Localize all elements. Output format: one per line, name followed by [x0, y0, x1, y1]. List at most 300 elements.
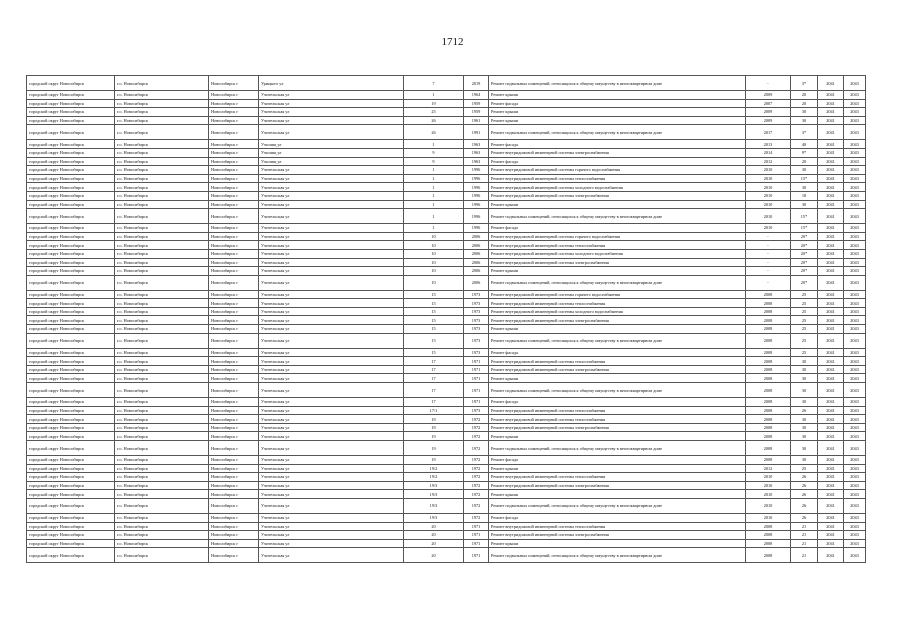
house-number-cell: 15: [404, 348, 464, 357]
work-type-cell: Ремонт внутридомовой инженерной системы электроснабжения: [489, 191, 746, 200]
house-number-cell: 26: [404, 116, 464, 125]
build-year-cell: 1959: [464, 108, 489, 117]
last-repair-year-cell: 2010: [746, 166, 791, 175]
district-cell: городской округ Новосибирск: [27, 374, 115, 383]
street-cell: Учительская ул: [259, 209, 404, 224]
table-row: [27, 423, 866, 432]
district-cell: городской округ Новосибирск: [27, 481, 115, 490]
municipality-cell: г.о. Новосибирск: [115, 365, 209, 374]
table-row: [27, 374, 866, 383]
locality-cell: Новосибирск г: [209, 157, 259, 166]
municipality-cell: г.о. Новосибирск: [115, 406, 209, 415]
table-row: [27, 365, 866, 374]
wear-cell: 26: [791, 490, 818, 499]
table-row: [27, 531, 866, 540]
last-repair-year-cell: 2008: [746, 348, 791, 357]
period-to-cell: 2043: [844, 91, 866, 100]
wear-cell: 30: [791, 357, 818, 366]
street-cell: Учительская ул: [259, 464, 404, 473]
district-cell: городской округ Новосибирск: [27, 267, 115, 276]
locality-cell: Новосибирск г: [209, 325, 259, 334]
house-number-cell: 19/3: [404, 490, 464, 499]
period-to-cell: 2043: [844, 456, 866, 465]
wear-cell: 26: [791, 406, 818, 415]
municipality-cell: г.о. Новосибирск: [115, 374, 209, 383]
work-type-cell: Ремонт крыши: [489, 539, 746, 548]
work-type-cell: Ремонт подвальных помещений, относящихся к общему имуществу в многоквартирном доме: [489, 333, 746, 348]
wear-cell: 40: [791, 140, 818, 149]
last-repair-year-cell: 2017: [746, 125, 791, 140]
street-cell: Учительская ул: [259, 490, 404, 499]
table-row: [27, 148, 866, 157]
last-repair-year-cell: 2008: [746, 406, 791, 415]
work-type-cell: Ремонт внутридомовой инженерной системы горячего водоснабжения: [489, 290, 746, 299]
locality-cell: Новосибирск г: [209, 365, 259, 374]
locality-cell: Новосибирск г: [209, 191, 259, 200]
last-repair-year-cell: -: [746, 249, 791, 258]
wear-cell: 26: [791, 513, 818, 522]
work-type-cell: Ремонт внутридомовой инженерной системы теплоснабжения: [489, 241, 746, 250]
period-to-cell: 2043: [844, 423, 866, 432]
house-number-cell: 1: [404, 183, 464, 192]
house-number-cell: 19/3: [404, 481, 464, 490]
municipality-cell: г.о. Новосибирск: [115, 464, 209, 473]
wear-cell: 20: [791, 157, 818, 166]
period-to-cell: 2043: [844, 200, 866, 209]
period-to-cell: 2043: [844, 183, 866, 192]
municipality-cell: г.о. Новосибирск: [115, 441, 209, 456]
municipality-cell: г.о. Новосибирск: [115, 125, 209, 140]
period-to-cell: 2043: [844, 357, 866, 366]
locality-cell: Новосибирск г: [209, 498, 259, 513]
build-year-cell: 1971: [464, 383, 489, 398]
house-number-cell: 17/1: [404, 406, 464, 415]
last-repair-year-cell: 2008: [746, 299, 791, 308]
build-year-cell: 1963: [464, 140, 489, 149]
municipality-cell: г.о. Новосибирск: [115, 548, 209, 563]
municipality-cell: г.о. Новосибирск: [115, 267, 209, 276]
street-cell: Учительская ул: [259, 316, 404, 325]
municipality-cell: г.о. Новосибирск: [115, 432, 209, 441]
street-cell: Учительская ул: [259, 299, 404, 308]
period-from-cell: 2041: [818, 140, 844, 149]
table-row: [27, 258, 866, 267]
house-number-cell: 20: [404, 548, 464, 563]
district-cell: городской округ Новосибирск: [27, 365, 115, 374]
street-cell: Учительская ул: [259, 548, 404, 563]
build-year-cell: 1963: [464, 157, 489, 166]
locality-cell: Новосибирск г: [209, 398, 259, 407]
work-type-cell: Ремонт крыши: [489, 325, 746, 334]
work-type-cell: Ремонт подвальных помещений, относящихся к общему имуществу в многоквартирном доме: [489, 76, 746, 91]
municipality-cell: г.о. Новосибирск: [115, 241, 209, 250]
work-type-cell: Ремонт внутридомовой инженерной системы электроснабжения: [489, 423, 746, 432]
period-from-cell: 2041: [818, 166, 844, 175]
period-to-cell: 2043: [844, 76, 866, 91]
period-to-cell: 2043: [844, 398, 866, 407]
build-year-cell: 1996: [464, 183, 489, 192]
build-year-cell: 1973: [464, 406, 489, 415]
last-repair-year-cell: 2008: [746, 548, 791, 563]
house-number-cell: 17: [404, 383, 464, 398]
district-cell: городской округ Новосибирск: [27, 548, 115, 563]
work-type-cell: Ремонт подвальных помещений, относящихся к общему имуществу в многоквартирном доме: [489, 125, 746, 140]
municipality-cell: г.о. Новосибирск: [115, 249, 209, 258]
district-cell: городской округ Новосибирск: [27, 357, 115, 366]
house-number-cell: 10: [404, 241, 464, 250]
period-from-cell: 2041: [818, 200, 844, 209]
period-from-cell: 2041: [818, 415, 844, 424]
last-repair-year-cell: 2008: [746, 290, 791, 299]
district-cell: городской округ Новосибирск: [27, 224, 115, 233]
wear-cell: 20*: [791, 275, 818, 290]
period-from-cell: 2041: [818, 522, 844, 531]
table-row: [27, 290, 866, 299]
period-to-cell: 2043: [844, 241, 866, 250]
build-year-cell: 1996: [464, 191, 489, 200]
street-cell: Учительская ул: [259, 473, 404, 482]
period-from-cell: 2041: [818, 76, 844, 91]
build-year-cell: 1973: [464, 325, 489, 334]
period-to-cell: 2043: [844, 299, 866, 308]
district-cell: городской округ Новосибирск: [27, 307, 115, 316]
period-to-cell: 2043: [844, 473, 866, 482]
period-from-cell: 2041: [818, 548, 844, 563]
house-number-cell: 10: [404, 267, 464, 276]
district-cell: городской округ Новосибирск: [27, 539, 115, 548]
table-row: [27, 249, 866, 258]
period-to-cell: 2043: [844, 267, 866, 276]
street-cell: Урицкого ул: [259, 76, 404, 91]
locality-cell: Новосибирск г: [209, 374, 259, 383]
period-from-cell: 2041: [818, 357, 844, 366]
municipality-cell: г.о. Новосибирск: [115, 498, 209, 513]
last-repair-year-cell: 2008: [746, 441, 791, 456]
district-cell: городской округ Новосибирск: [27, 325, 115, 334]
wear-cell: 20*: [791, 267, 818, 276]
table-row: [27, 307, 866, 316]
last-repair-year-cell: -: [746, 232, 791, 241]
build-year-cell: 2019: [464, 76, 489, 91]
work-type-cell: Ремонт фасада: [489, 224, 746, 233]
work-type-cell: Ремонт подвальных помещений, относящихся к общему имуществу в многоквартирном доме: [489, 209, 746, 224]
period-from-cell: 2041: [818, 456, 844, 465]
street-cell: Учительская ул: [259, 290, 404, 299]
table-row: [27, 116, 866, 125]
municipality-cell: г.о. Новосибирск: [115, 513, 209, 522]
district-cell: городской округ Новосибирск: [27, 108, 115, 117]
municipality-cell: г.о. Новосибирск: [115, 456, 209, 465]
locality-cell: Новосибирск г: [209, 357, 259, 366]
municipality-cell: г.о. Новосибирск: [115, 348, 209, 357]
work-type-cell: Ремонт внутридомовой инженерной системы электроснабжения: [489, 148, 746, 157]
street-cell: Учительская ул: [259, 224, 404, 233]
locality-cell: Новосибирск г: [209, 249, 259, 258]
work-type-cell: Ремонт подвальных помещений, относящихся к общему имуществу в многоквартирном доме: [489, 275, 746, 290]
period-to-cell: 2043: [844, 441, 866, 456]
district-cell: городской округ Новосибирск: [27, 290, 115, 299]
wear-cell: 21: [791, 531, 818, 540]
table-body: [27, 76, 866, 563]
municipality-cell: г.о. Новосибирск: [115, 99, 209, 108]
last-repair-year-cell: 2008: [746, 383, 791, 398]
wear-cell: 9*: [791, 148, 818, 157]
build-year-cell: 2006: [464, 249, 489, 258]
work-type-cell: Ремонт подвальных помещений, относящихся к общему имуществу в многоквартирном доме: [489, 548, 746, 563]
build-year-cell: 1971: [464, 522, 489, 531]
table-row: [27, 91, 866, 100]
work-type-cell: Ремонт фасада: [489, 157, 746, 166]
build-year-cell: 1959: [464, 99, 489, 108]
wear-cell: 30: [791, 374, 818, 383]
wear-cell: 25: [791, 348, 818, 357]
house-number-cell: 26: [404, 125, 464, 140]
period-to-cell: 2043: [844, 174, 866, 183]
table-row: [27, 522, 866, 531]
locality-cell: Новосибирск г: [209, 166, 259, 175]
municipality-cell: г.о. Новосибирск: [115, 166, 209, 175]
wear-cell: 20*: [791, 241, 818, 250]
wear-cell: 25: [791, 316, 818, 325]
locality-cell: Новосибирск г: [209, 307, 259, 316]
period-from-cell: 2041: [818, 157, 844, 166]
page-number: 1712: [441, 36, 464, 48]
street-cell: Учительская ул: [259, 174, 404, 183]
house-number-cell: 19/2: [404, 473, 464, 482]
last-repair-year-cell: 2009: [746, 116, 791, 125]
period-from-cell: 2041: [818, 108, 844, 117]
last-repair-year-cell: -: [746, 258, 791, 267]
wear-cell: 15*: [791, 209, 818, 224]
build-year-cell: 1972: [464, 481, 489, 490]
wear-cell: 25: [791, 325, 818, 334]
municipality-cell: г.о. Новосибирск: [115, 307, 209, 316]
street-cell: Учительская ул: [259, 415, 404, 424]
wear-cell: 21: [791, 548, 818, 563]
table-row: [27, 241, 866, 250]
work-type-cell: Ремонт внутридомовой инженерной системы теплоснабжения: [489, 406, 746, 415]
wear-cell: 30: [791, 456, 818, 465]
build-year-cell: 1971: [464, 357, 489, 366]
table-row: [27, 464, 866, 473]
locality-cell: Новосибирск г: [209, 209, 259, 224]
table-row: [27, 76, 866, 91]
build-year-cell: 1972: [464, 513, 489, 522]
build-year-cell: 1971: [464, 548, 489, 563]
street-cell: Учительская ул: [259, 383, 404, 398]
build-year-cell: 1972: [464, 490, 489, 499]
locality-cell: Новосибирск г: [209, 99, 259, 108]
period-from-cell: 2041: [818, 91, 844, 100]
house-number-cell: 15: [404, 307, 464, 316]
table-row: [27, 299, 866, 308]
house-number-cell: 1: [404, 166, 464, 175]
district-cell: городской округ Новосибирск: [27, 76, 115, 91]
work-type-cell: Ремонт фасада: [489, 456, 746, 465]
period-to-cell: 2043: [844, 125, 866, 140]
street-cell: Учительская ул: [259, 365, 404, 374]
period-to-cell: 2043: [844, 548, 866, 563]
locality-cell: Новосибирск г: [209, 241, 259, 250]
district-cell: городской округ Новосибирск: [27, 441, 115, 456]
house-number-cell: 1: [404, 209, 464, 224]
build-year-cell: 1973: [464, 348, 489, 357]
last-repair-year-cell: 2008: [746, 307, 791, 316]
locality-cell: Новосибирск г: [209, 423, 259, 432]
build-year-cell: 1991: [464, 125, 489, 140]
wear-cell: 20: [791, 91, 818, 100]
house-number-cell: 19: [404, 99, 464, 108]
house-number-cell: 19: [404, 456, 464, 465]
period-to-cell: 2043: [844, 290, 866, 299]
work-type-cell: Ремонт внутридомовой инженерной системы холодного водоснабжения: [489, 183, 746, 192]
street-cell: Учительская ул: [259, 374, 404, 383]
wear-cell: 20*: [791, 249, 818, 258]
district-cell: городской округ Новосибирск: [27, 464, 115, 473]
locality-cell: Новосибирск г: [209, 200, 259, 209]
wear-cell: 26: [791, 473, 818, 482]
work-type-cell: Ремонт крыши: [489, 464, 746, 473]
district-cell: городской округ Новосибирск: [27, 275, 115, 290]
period-from-cell: 2041: [818, 241, 844, 250]
district-cell: городской округ Новосибирск: [27, 241, 115, 250]
house-number-cell: 19: [404, 415, 464, 424]
municipality-cell: г.о. Новосибирск: [115, 490, 209, 499]
district-cell: городской округ Новосибирск: [27, 157, 115, 166]
house-number-cell: 17: [404, 374, 464, 383]
wear-cell: 26: [791, 481, 818, 490]
table-row: [27, 275, 866, 290]
street-cell: Учительская ул: [259, 116, 404, 125]
district-cell: городской округ Новосибирск: [27, 456, 115, 465]
table-row: [27, 183, 866, 192]
wear-cell: 30: [791, 383, 818, 398]
table-row: [27, 357, 866, 366]
period-from-cell: 2041: [818, 290, 844, 299]
build-year-cell: 1972: [464, 432, 489, 441]
municipality-cell: г.о. Новосибирск: [115, 333, 209, 348]
district-cell: городской округ Новосибирск: [27, 116, 115, 125]
period-from-cell: 2041: [818, 365, 844, 374]
municipality-cell: г.о. Новосибирск: [115, 415, 209, 424]
build-year-cell: 1972: [464, 415, 489, 424]
build-year-cell: 1972: [464, 498, 489, 513]
table-row: [27, 99, 866, 108]
locality-cell: Новосибирск г: [209, 481, 259, 490]
district-cell: городской округ Новосибирск: [27, 174, 115, 183]
build-year-cell: 2006: [464, 275, 489, 290]
table-row: [27, 140, 866, 149]
municipality-cell: г.о. Новосибирск: [115, 224, 209, 233]
period-to-cell: 2043: [844, 531, 866, 540]
wear-cell: 30: [791, 200, 818, 209]
table-row: [27, 432, 866, 441]
district-cell: городской округ Новосибирск: [27, 333, 115, 348]
municipality-cell: г.о. Новосибирск: [115, 357, 209, 366]
municipality-cell: г.о. Новосибирск: [115, 140, 209, 149]
house-number-cell: 15: [404, 333, 464, 348]
district-cell: городской округ Новосибирск: [27, 200, 115, 209]
locality-cell: Новосибирск г: [209, 316, 259, 325]
locality-cell: Новосибирск г: [209, 432, 259, 441]
period-from-cell: 2041: [818, 174, 844, 183]
locality-cell: Новосибирск г: [209, 224, 259, 233]
wear-cell: 30: [791, 441, 818, 456]
district-cell: городской округ Новосибирск: [27, 99, 115, 108]
work-type-cell: Ремонт крыши: [489, 432, 746, 441]
build-year-cell: 1973: [464, 299, 489, 308]
street-cell: Учительская ул: [259, 183, 404, 192]
wear-cell: 25: [791, 307, 818, 316]
street-cell: Учительская ул: [259, 125, 404, 140]
work-type-cell: Ремонт внутридомовой инженерной системы горячего водоснабжения: [489, 166, 746, 175]
last-repair-year-cell: 2010: [746, 191, 791, 200]
work-type-cell: Ремонт внутридомовой инженерной системы теплоснабжения: [489, 174, 746, 183]
locality-cell: Новосибирск г: [209, 539, 259, 548]
period-from-cell: 2041: [818, 432, 844, 441]
last-repair-year-cell: 2008: [746, 325, 791, 334]
last-repair-year-cell: 2012: [746, 157, 791, 166]
municipality-cell: г.о. Новосибирск: [115, 91, 209, 100]
district-cell: городской округ Новосибирск: [27, 209, 115, 224]
municipality-cell: г.о. Новосибирск: [115, 383, 209, 398]
street-cell: Учительская ул: [259, 513, 404, 522]
municipality-cell: г.о. Новосибирск: [115, 116, 209, 125]
last-repair-year-cell: 2014: [746, 148, 791, 157]
period-from-cell: 2041: [818, 148, 844, 157]
locality-cell: Новосибирск г: [209, 548, 259, 563]
house-number-cell: 19/3: [404, 498, 464, 513]
table-row: [27, 125, 866, 140]
street-cell: Учительская ул: [259, 249, 404, 258]
table-row: [27, 157, 866, 166]
period-to-cell: 2043: [844, 490, 866, 499]
table-row: [27, 333, 866, 348]
period-to-cell: 2043: [844, 191, 866, 200]
last-repair-year-cell: 2013: [746, 140, 791, 149]
street-cell: Учительская ул: [259, 108, 404, 117]
house-number-cell: 7: [404, 76, 464, 91]
build-year-cell: 1972: [464, 464, 489, 473]
last-repair-year-cell: 2010: [746, 481, 791, 490]
period-to-cell: 2043: [844, 333, 866, 348]
district-cell: городской округ Новосибирск: [27, 299, 115, 308]
work-type-cell: Ремонт фасада: [489, 140, 746, 149]
period-to-cell: 2043: [844, 539, 866, 548]
district-cell: городской округ Новосибирск: [27, 183, 115, 192]
district-cell: городской округ Новосибирск: [27, 513, 115, 522]
locality-cell: Новосибирск г: [209, 116, 259, 125]
municipality-cell: г.о. Новосибирск: [115, 299, 209, 308]
municipality-cell: г.о. Новосибирск: [115, 174, 209, 183]
municipality-cell: г.о. Новосибирск: [115, 275, 209, 290]
work-type-cell: Ремонт внутридомовой инженерной системы электроснабжения: [489, 531, 746, 540]
period-to-cell: 2043: [844, 116, 866, 125]
house-number-cell: 17: [404, 398, 464, 407]
house-number-cell: 15: [404, 316, 464, 325]
work-type-cell: Ремонт крыши: [489, 116, 746, 125]
build-year-cell: 1971: [464, 374, 489, 383]
period-to-cell: 2043: [844, 432, 866, 441]
municipality-cell: г.о. Новосибирск: [115, 531, 209, 540]
house-number-cell: 25: [404, 108, 464, 117]
last-repair-year-cell: 2007: [746, 99, 791, 108]
street-cell: Учительская ул: [259, 348, 404, 357]
work-type-cell: Ремонт внутридомовой инженерной системы теплоснабжения: [489, 299, 746, 308]
municipality-cell: г.о. Новосибирск: [115, 200, 209, 209]
build-year-cell: 1996: [464, 209, 489, 224]
work-type-cell: Ремонт подвальных помещений, относящихся к общему имуществу в многоквартирном доме: [489, 441, 746, 456]
